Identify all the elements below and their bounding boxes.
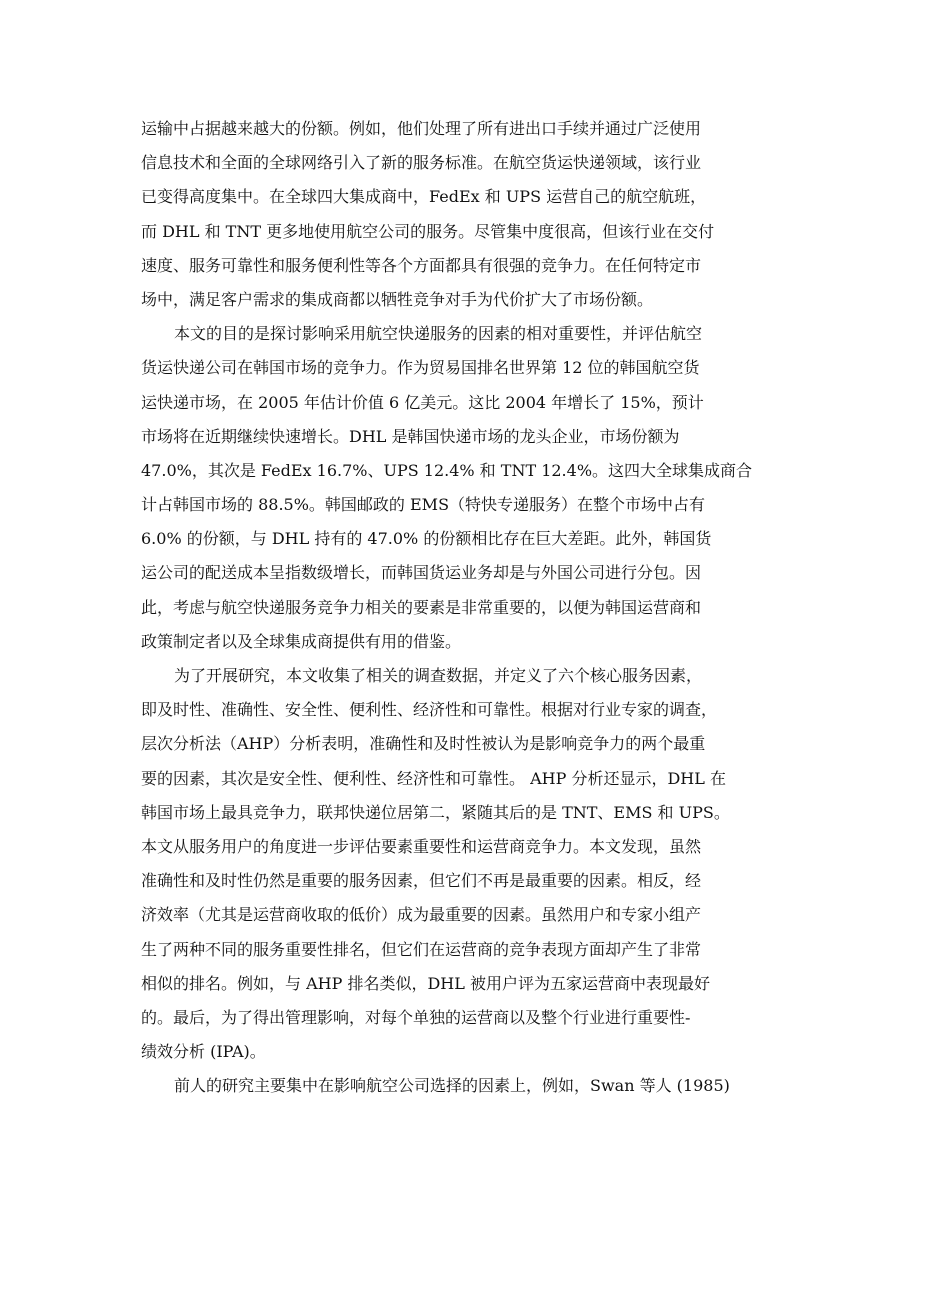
paragraph (141, 1069, 791, 1103)
text-line: 绩效分析 (IPA)。 (141, 1042, 266, 1062)
paragraph (141, 659, 791, 1069)
text-line: 准确性和及时性仍然是重要的服务因素，但它们不再是最重要的因素。相反，经 (141, 871, 702, 891)
text-line: 韩国市场上最具竞争力，联邦快递位居第二，紧随其后的是 TNT、EMS 和 UPS。 (141, 802, 730, 822)
text-line: 本文的目的是探讨影响采用航空快递服务的因素的相对重要性，并评估航空 (174, 324, 703, 344)
text-line: 此，考虑与航空快递服务竞争力相关的要素是非常重要的，以便为韩国运营商和 (141, 597, 702, 617)
text-line: 6.0% 的份额，与 DHL 持有的 47.0% 的份额相比存在巨大差距。此外，韩国货 (141, 529, 712, 549)
text-line: 相似的排名。例如，与 AHP 排名类似，DHL 被用户评为五家运营商中表现最好 (141, 973, 710, 993)
text-line: 济效率（尤其是运营商收取的低价）成为最重要的因素。虽然用户和专家小组产 (141, 905, 702, 925)
text-line: 而 DHL 和 TNT 更多地使用航空公司的服务。尽管集中度很高，但该行业在交付 (141, 221, 715, 241)
text-line: 生了两种不同的服务重要性排名，但它们在运营商的竞争表现方面却产生了非常 (141, 939, 702, 959)
text-line: 政策制定者以及全球集成商提供有用的借鉴。 (141, 631, 462, 651)
paragraph (141, 317, 791, 659)
text-line: 市场将在近期继续快速增长。DHL 是韩国快递市场的龙头企业，市场份额为 (141, 426, 680, 446)
text-line: 速度、服务可靠性和服务便利性等各个方面都具有很强的竞争力。在任何特定市 (141, 255, 702, 275)
text-line: 计占韩国市场的 88.5%。韩国邮政的 EMS（特快专递服务）在整个市场中占有 (141, 495, 706, 515)
text-line: 要的因素，其次是安全性、便利性、经济性和可靠性。 AHP 分析还显示，DHL 在 (141, 768, 726, 788)
body-text (141, 112, 791, 1103)
text-line: 47.0%，其次是 FedEx 16.7%、UPS 12.4% 和 TNT 12.4%。这四大全球集成商合 (141, 460, 753, 480)
text-line: 本文从服务用户的角度进一步评估要素重要性和运营商竞争力。本文发现，虽然 (141, 836, 702, 856)
text-line: 即及时性、准确性、安全性、便利性、经济性和可靠性。根据对行业专家的调查， (141, 700, 718, 720)
paragraph (141, 112, 791, 317)
text-line: 场中，满足客户需求的集成商都以牺牲竞争对手为代价扩大了市场份额。 (141, 289, 654, 309)
text-line: 信息技术和全面的全球网络引入了新的服务标准。在航空货运快递领域，该行业 (141, 153, 702, 173)
text-line: 货运快递公司在韩国市场的竞争力。作为贸易国排名世界第 12 位的韩国航空货 (141, 358, 700, 378)
text-line: 运公司的配送成本呈指数级增长，而韩国货运业务却是与外国公司进行分包。因 (141, 563, 702, 583)
text-line: 运快递市场，在 2005 年估计价值 6 亿美元。这比 2004 年增长了 15%，预计 (141, 392, 704, 412)
text-line: 层次分析法（AHP）分析表明，准确性和及时性被认为是影响竞争力的两个最重 (141, 734, 706, 754)
text-line: 已变得高度集中。在全球四大集成商中，FedEx 和 UPS 运营自己的航空航班， (141, 187, 707, 207)
text-line: 前人的研究主要集中在影响航空公司选择的因素上，例如，Swan 等人 (1985) (174, 1076, 730, 1096)
text-line: 的。最后，为了得出管理影响，对每个单独的运营商以及整个行业进行重要性- (141, 1007, 691, 1027)
text-line: 运输中占据越来越大的份额。例如，他们处理了所有进出口手续并通过广泛使用 (141, 119, 702, 138)
text-line: 为了开展研究，本文收集了相关的调查数据，并定义了六个核心服务因素， (174, 666, 703, 685)
